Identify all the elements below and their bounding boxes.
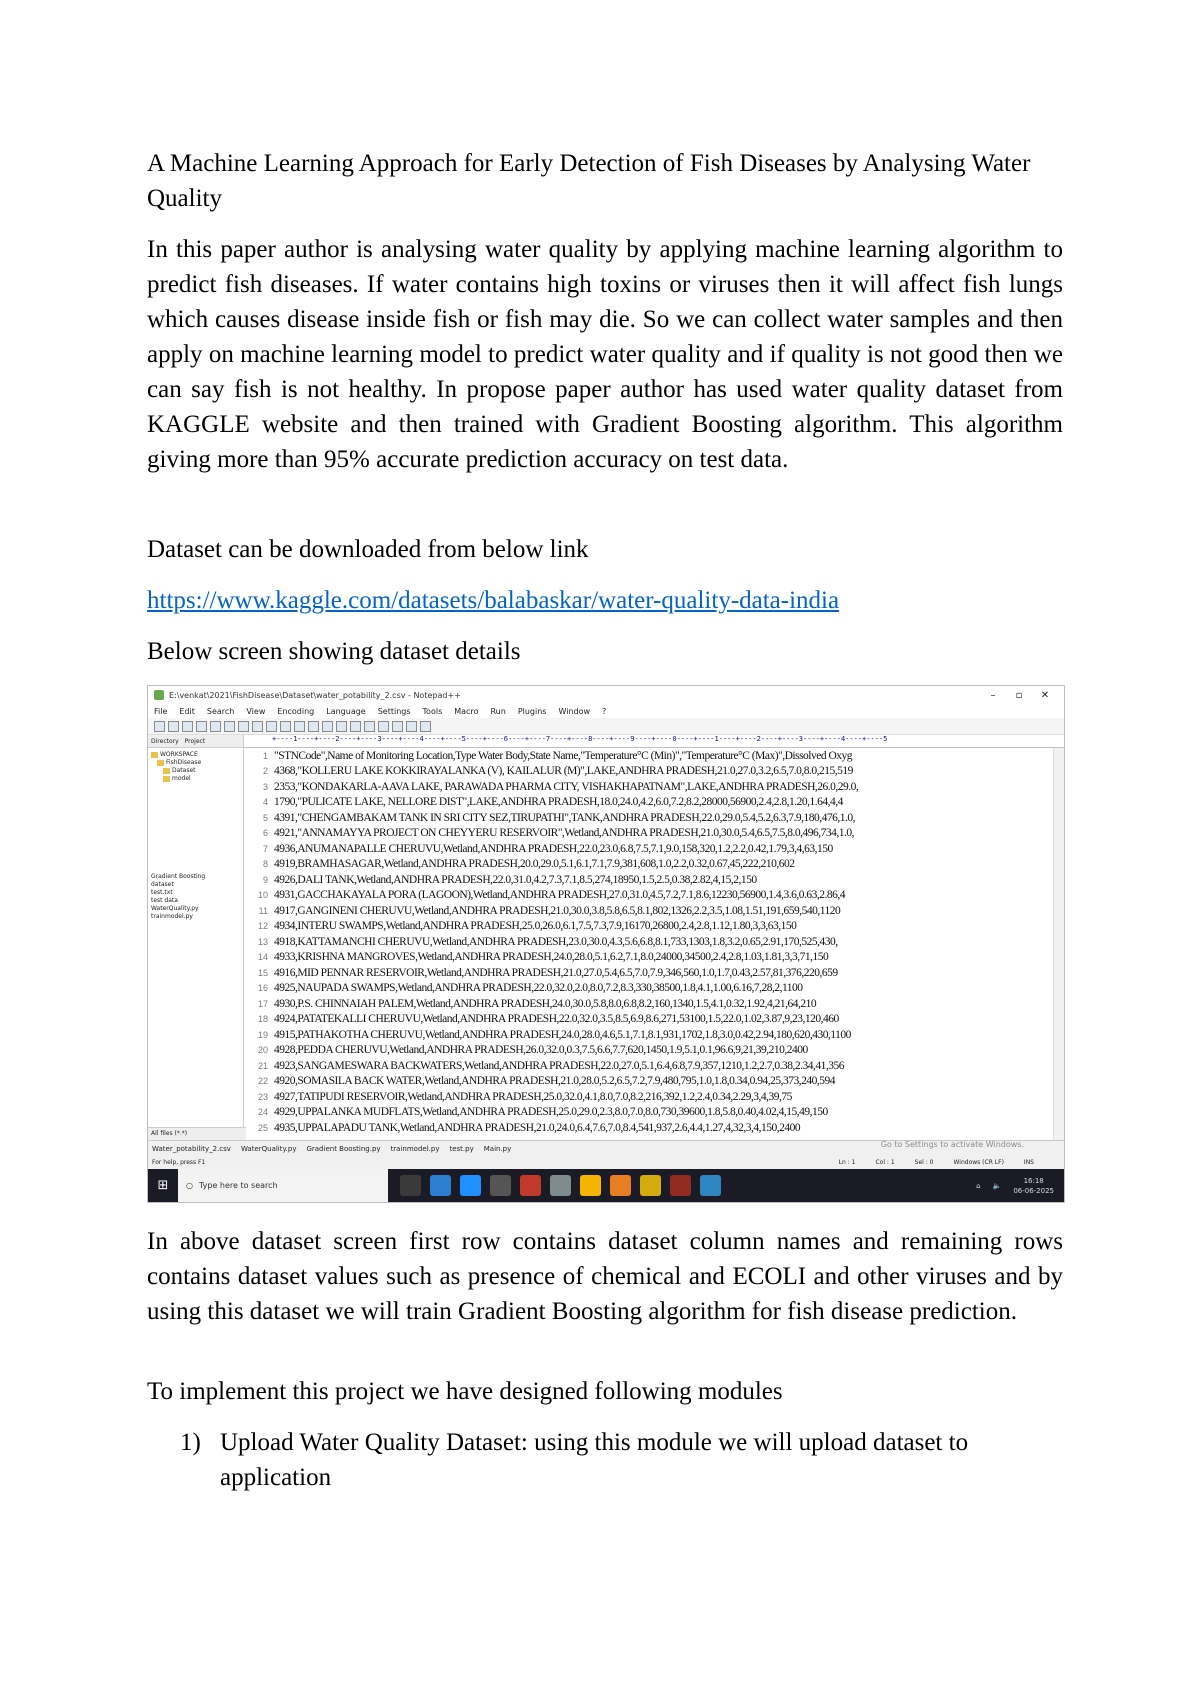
line-text: 4918,KATTAMANCHI CHERUVU,Wetland,ANDHRA PRADESH,23.0,30.0,4.3,5.6,6.8,8.1,733,1303,1.8,3.2,0.65,2.91,170,525,430,: [274, 935, 838, 948]
editor-lines: [244, 748, 1054, 1136]
find-icon[interactable]: [308, 721, 319, 732]
line-number: 22: [257, 1076, 268, 1087]
file-list-item[interactable]: Gradient Boosting: [151, 873, 206, 880]
line-number: 20: [257, 1045, 268, 1056]
store-icon[interactable]: [490, 1175, 511, 1196]
activate-windows-notice: Go to Settings to activate Windows.: [880, 1140, 1024, 1149]
line-number: 14: [257, 952, 268, 963]
file-list-item[interactable]: test.txt: [151, 889, 173, 896]
modules-intro: To implement this project we have designed following modules: [147, 1378, 783, 1405]
menu-language[interactable]: Language: [326, 706, 366, 716]
line-number: 5: [262, 812, 268, 823]
editor-line: [244, 810, 1054, 826]
line-number: 8: [262, 859, 268, 870]
line-number: 25: [257, 1122, 268, 1133]
file-tab[interactable]: Main.py: [483, 1144, 512, 1153]
undo-icon[interactable]: [280, 721, 291, 732]
document-title: A Machine Learning Approach for Early Detection of Fish Diseases by Analysing Water Quality: [147, 150, 1031, 212]
editor-line: [244, 1089, 1054, 1105]
line-text: 4929,UPPALANKA MUDFLATS,Wetland,ANDHRA PRADESH,25.0,29.0,2.3,8.0,7.0,8.0,730,39600,1.8,5.8,0.40,4.02,4,15,49,150: [274, 1106, 828, 1119]
line-text: 4920,SOMASILA BACK WATER,Wetland,ANDHRA PRADESH,21.0,28.0,5.2,6.5,7.2,7.9,480,795,1.0,1.8,0.34,0.94,25,373,240,594: [274, 1075, 835, 1088]
run-icon[interactable]: [420, 721, 431, 732]
folder-icon[interactable]: [640, 1175, 661, 1196]
tray-date: 06-06-2025: [1013, 1186, 1054, 1195]
line-number: 6: [262, 828, 268, 839]
windows-taskbar: [148, 1169, 1064, 1202]
folder-tree: [148, 748, 243, 786]
status-eol: Windows (CR LF): [953, 1158, 1004, 1166]
network-icon[interactable]: ⌂: [976, 1181, 981, 1190]
save-all-icon[interactable]: [196, 721, 207, 732]
line-text: 4924,PATATEKALLI CHERUVU,Wetland,ANDHRA PRADESH,22.0,32.0,3.5,8.5,6.9,8.6,271,53100,1.5,22.0,1.02,3.87,9,23,120,460: [274, 1013, 839, 1026]
new-file-icon[interactable]: [154, 721, 165, 732]
editor-line: [244, 872, 1054, 888]
macro-play-icon[interactable]: [406, 721, 417, 732]
line-text: 4933,KRISHNA MANGROVES,Wetland,ANDHRA PRADESH,24.0,28.0,5.1,6.2,7.1,8.0,24000,34500,2.4,2.8,1.03,1.81,3,3,71,150: [274, 951, 829, 964]
editor-line: [244, 841, 1054, 857]
app-icon[interactable]: [670, 1175, 691, 1196]
tab-directory[interactable]: Directory: [151, 737, 179, 745]
macro-record-icon[interactable]: [392, 721, 403, 732]
editor-line: [244, 934, 1054, 950]
line-number: 13: [257, 936, 268, 947]
line-number: 7: [262, 843, 268, 854]
line-number: 10: [257, 890, 268, 901]
file-list-item[interactable]: test data: [151, 897, 178, 904]
line-text: 4925,NAUPADA SWAMPS,Wetland,ANDHRA PRADESH,22.0,32.0,2.0,8.0,7.2,8.3,330,38500,1.8,4.1,1.00,6.16,7,28,2,1100: [274, 982, 803, 995]
line-number: 17: [257, 998, 268, 1009]
line-text: "STNCode",Name of Monitoring Location,Type Water Body,State Name,"Temperature°C (Min)","Temperature°C (Max)",Dissolved Oxyg: [274, 749, 853, 762]
module-number: 1): [180, 1429, 201, 1456]
line-number: 2: [262, 766, 268, 777]
close-file-icon[interactable]: [210, 721, 221, 732]
editor-line: [244, 950, 1054, 966]
menu-plugins[interactable]: Plugins: [517, 706, 547, 716]
system-tray: [976, 1176, 1064, 1196]
editor-line: [244, 1058, 1054, 1074]
editor-line: [244, 1027, 1054, 1043]
status-col: Col : 1: [875, 1158, 895, 1166]
file-tab[interactable]: test.py: [449, 1144, 474, 1153]
copy-icon[interactable]: [252, 721, 263, 732]
line-number: 24: [257, 1107, 268, 1118]
menu-macro[interactable]: Macro: [454, 706, 479, 716]
menu-encoding[interactable]: Encoding: [277, 706, 315, 716]
menu-help[interactable]: ?: [602, 706, 607, 716]
menu-view[interactable]: View: [246, 706, 266, 716]
line-text: 4917,GANGINENI CHERUVU,Wetland,ANDHRA PRADESH,21.0,30.0,3.8,5.8,6.5,8.1,802,1326,2.2,3.5,1.08,1.51,191,659,540,1120: [274, 904, 841, 917]
module-item: [180, 1425, 1063, 1495]
line-number: 11: [258, 905, 268, 916]
status-line: Ln : 1: [838, 1158, 856, 1166]
menu-run[interactable]: Run: [490, 706, 506, 716]
line-text: 4927,TATIPUDI RESERVOIR,Wetland,ANDHRA PRADESH,25.0,32.0,4.1,8.0,7.0,8.2,216,392,1.2,2.4,0.34,2.29,3,4,39,75: [274, 1090, 792, 1103]
editor-line: [244, 996, 1054, 1012]
taskbar-search[interactable]: ○ Type here to search: [178, 1169, 388, 1202]
tree-item[interactable]: model: [151, 775, 240, 783]
file-list-item[interactable]: dataset: [151, 881, 174, 888]
line-text: 4391,"CHENGAMBAKAM TANK IN SRI CITY SEZ,TIRUPATHI",TANK,ANDHRA PRADESH,22.0,29.0,5.4,5.2,6.3,7.9,180,476,1.0,: [274, 811, 855, 824]
print-icon[interactable]: [224, 721, 235, 732]
line-text: 4931,GACCHAKAYALA PORA (LAGOON),Wetland,ANDHRA PRADESH,27.0,31.0,4.5,7.2,7.1,8.6,12230,56900,1.4,3.6,0.63,2.86,4: [274, 889, 846, 902]
menu-settings[interactable]: Settings: [377, 706, 411, 716]
line-number: 12: [257, 921, 268, 932]
file-list: [151, 873, 205, 921]
folder-icon: [151, 752, 158, 758]
menu-bar: [148, 704, 1064, 718]
app-icon[interactable]: [610, 1175, 631, 1196]
file-tab[interactable]: trainmodel.py: [390, 1144, 440, 1153]
line-number: 16: [257, 983, 268, 994]
editor-line: [244, 888, 1054, 904]
vertical-scrollbar[interactable]: [1053, 748, 1064, 1140]
line-number: 18: [257, 1014, 268, 1025]
editor-line: [244, 857, 1054, 873]
editor-line: [244, 795, 1054, 811]
editor-line: [244, 764, 1054, 780]
screen-caption: Below screen showing dataset details: [147, 638, 521, 665]
editor-line: [244, 1105, 1054, 1121]
minimize-icon[interactable]: –: [990, 689, 996, 701]
app-icon[interactable]: [520, 1175, 541, 1196]
dataset-screenshot: [147, 685, 1065, 1203]
file-list-item[interactable]: trainmodel.py: [151, 913, 193, 920]
editor-line: [244, 826, 1054, 842]
line-number: 3: [262, 781, 268, 792]
line-number: 15: [257, 967, 268, 978]
task-view-icon[interactable]: [400, 1175, 421, 1196]
module-text: Upload Water Quality Dataset: using this module we will upload dataset to application: [220, 1429, 969, 1491]
edge-icon[interactable]: [460, 1175, 481, 1196]
line-text: 2353,"KONDAKARLA-AAVA LAKE, PARAWADA PHARMA CITY, VISHAKHAPATNAM",LAKE,ANDHRA PRADESH,26.0,29.0,: [274, 780, 859, 793]
status-help: For help, press F1: [152, 1158, 206, 1166]
menu-search[interactable]: Search: [206, 706, 235, 716]
line-text: 4934,INTERU SWAMPS,Wetland,ANDHRA PRADESH,25.0,26.0,6.1,7.5,7.3,7.9,16170,26800,2.4,2.8,1.12,1.80,3,3,63,150: [274, 920, 797, 933]
line-number: 9: [262, 874, 268, 885]
tree-item[interactable]: Dataset: [151, 767, 240, 775]
zoom-in-icon[interactable]: [336, 721, 347, 732]
windows-start-icon[interactable]: ⊞: [157, 1178, 169, 1193]
line-text: 4919,BRAMHASAGAR,Wetland,ANDHRA PRADESH,20.0,29.0,5.1,6.1,7.1,7.9,381,608,1.0,2.2,0.32,0.67,45,222,210,602: [274, 858, 795, 871]
text-editor[interactable]: [244, 735, 1064, 1140]
line-text: 4916,MID PENNAR RESERVOIR,Wetland,ANDHRA PRADESH,21.0,27.0,5.4,6.5,7.0,7.9,346,560,1.0,1.7,0.43,2.57,81,376,220,659: [274, 966, 838, 979]
line-number: 21: [257, 1060, 268, 1071]
line-text: 4915,PATHAKOTHA CHERUVU,Wetland,ANDHRA PRADESH,24.0,28.0,4.6,5.1,7.1,8.1,931,1702,1.8,3.0,0.42,2.94,180,620,430,1100: [274, 1028, 851, 1041]
status-ins: INS: [1023, 1158, 1034, 1166]
menu-window[interactable]: Window: [558, 706, 591, 716]
search-icon: ○: [186, 1181, 193, 1190]
explorer-icon[interactable]: [430, 1175, 451, 1196]
editor-line: [244, 779, 1054, 795]
line-text: 4368,"KOLLERU LAKE KOKKIRAYALANKA (V), KAILALUR (M)",LAKE,ANDHRA PRADESH,21.0,27.0,3.2,6.5,7.0,8.0,215,519: [274, 765, 853, 778]
line-text: 4935,UPPALAPADU TANK,Wetland,ANDHRA PRADESH,21.0,24.0,6.4,7.6,7.0,8.4,541,937,2.6,4.4,1.27,4,32,3,4,150,2400: [274, 1121, 801, 1134]
app-icon[interactable]: [550, 1175, 571, 1196]
dataset-text: Dataset can be downloaded from below link: [147, 536, 589, 563]
wrap-icon[interactable]: [364, 721, 375, 732]
menu-tools[interactable]: Tools: [422, 706, 443, 716]
line-number: 4: [262, 797, 268, 808]
indent-guide-icon[interactable]: [378, 721, 389, 732]
intro-paragraph: In this paper author is analysing water quality by applying machine learning algorithm to predict fish diseases. If water contains high toxins or viruses then it will affect fish lungs which causes disease inside fish or fish may die. So we can collect water samples and then apply on machine learning model to predict water quality and if quality is not good then we can say fish is not healthy. In propose paper author has used water quality dataset from KAGGLE website and then trained with Gradient Boosting algorithm. This algorithm giving more than 95% accurate prediction accuracy on test data.: [147, 236, 1063, 473]
line-text: 1790,"PULICATE LAKE, NELLORE DIST",LAKE,ANDHRA PRADESH,18.0,24.0,4.2,6.0,7.2,8.2,28000,56900,2.4,2.8,1.20,1.64,4,4: [274, 796, 843, 809]
editor-line: [244, 1012, 1054, 1028]
paste-icon[interactable]: [266, 721, 277, 732]
redo-icon[interactable]: [294, 721, 305, 732]
maximize-icon[interactable]: ▫: [1015, 689, 1023, 701]
workspace-panel: [148, 735, 244, 1140]
line-text: 4923,SANGAMESWARA BACKWATERS,Wetland,ANDHRA PRADESH,22.0,27.0,5.1,6.4,6.8,7.9,357,1210,1.2,2.7,0.38,2.34,41,356: [274, 1059, 845, 1072]
menu-edit[interactable]: Edit: [179, 706, 195, 716]
dataset-link[interactable]: https://www.kaggle.com/datasets/balabaskar/water-quality-data-india: [147, 587, 840, 614]
volume-icon[interactable]: 🔈: [992, 1181, 1002, 1190]
file-tab[interactable]: Water_potability_2.csv: [152, 1144, 231, 1153]
editor-line: [244, 919, 1054, 935]
tab-project[interactable]: Project: [184, 737, 206, 745]
status-sel: Sel : 0: [914, 1158, 934, 1166]
notepad-icon: [154, 690, 164, 700]
line-text: 4926,DALI TANK,Wetland,ANDHRA PRADESH,22.0,31.0,4.2,7.3,7.1,8.5,274,18950,1.5,2.5,0.38,2.82,4,15,2,150: [274, 873, 757, 886]
line-number: 23: [257, 1091, 268, 1102]
tree-item[interactable]: WORKSPACE: [151, 751, 240, 759]
toolbar: [148, 718, 1064, 735]
folder-icon: [163, 768, 170, 774]
file-filter[interactable]: All files (*.*): [148, 1127, 246, 1140]
folder-icon: [157, 760, 164, 766]
tree-item[interactable]: FishDisease: [151, 759, 240, 767]
word-icon[interactable]: [700, 1175, 721, 1196]
cut-icon[interactable]: [238, 721, 249, 732]
status-bar: [148, 1156, 1064, 1168]
file-tab[interactable]: WaterQuality.py: [240, 1144, 297, 1153]
open-file-icon[interactable]: [168, 721, 179, 732]
editor-line: [244, 1043, 1054, 1059]
chrome-icon[interactable]: [580, 1175, 601, 1196]
save-icon[interactable]: [182, 721, 193, 732]
editor-line: [244, 981, 1054, 997]
editor-line: [244, 1074, 1054, 1090]
menu-file[interactable]: File: [154, 706, 168, 716]
line-text: 4928,PEDDA CHERUVU,Wetland,ANDHRA PRADESH,26.0,32.0,0.3,7.5,6.6,7.7,620,1450,1.9,5.1,0.1,96.6,9,21,39,210,2400: [274, 1044, 808, 1057]
close-icon[interactable]: ✕: [1040, 689, 1050, 701]
after-screen-paragraph: In above dataset screen first row contains dataset column names and remaining rows contains dataset values such as presence of chemical and ECOLI and other viruses and by using this dataset we will train Gradient Boosting algorithm for fish disease prediction.: [147, 1228, 1063, 1325]
editor-line: [244, 1120, 1054, 1136]
editor-line: [244, 965, 1054, 981]
editor-area: [148, 735, 1064, 1140]
line-number: 19: [257, 1029, 268, 1040]
file-list-item[interactable]: WaterQuality.py: [151, 905, 199, 912]
line-text: 4921,"ANNAMAYYA PROJECT ON CHEYYERU RESERVOIR",Wetland,ANDHRA PRADESH,21.0,30.0,5.4,6.5,7.5,8.0,496,734,1.0,: [274, 827, 855, 840]
column-ruler: +----1----+----2----+----3----+----4----+----5----+----6----+----7----+----8----+----9----+----0----+----1----+----2----+----3----+----4----+----5: [244, 735, 1064, 748]
folder-icon: [163, 776, 170, 782]
line-number: 1: [262, 750, 268, 761]
line-text: 4936,ANUMANAPALLE CHERUVU,Wetland,ANDHRA PRADESH,22.0,23.0,6.8,7.5,7.1,9.0,158,320,1.2,2.2,0.42,1.79,3,4,63,150: [274, 842, 833, 855]
window-title: E:\venkat\2021\FishDisease\Dataset\water_potability_2.csv - Notepad++: [169, 690, 461, 700]
line-text: 4930,P.S. CHINNAIAH PALEM,Wetland,ANDHRA PRADESH,24.0,30.0,5.8,8.0,6.8,8.2,160,1340,1.5,4.1,0.32,1.92,4,21,64,210: [274, 997, 817, 1010]
window-titlebar: [148, 686, 1064, 704]
editor-line: [244, 748, 1054, 764]
editor-line: [244, 903, 1054, 919]
tray-time: 16:18: [1023, 1176, 1044, 1185]
replace-icon[interactable]: [322, 721, 333, 732]
zoom-out-icon[interactable]: [350, 721, 361, 732]
file-tab[interactable]: Gradient Boosting.py: [306, 1144, 381, 1153]
